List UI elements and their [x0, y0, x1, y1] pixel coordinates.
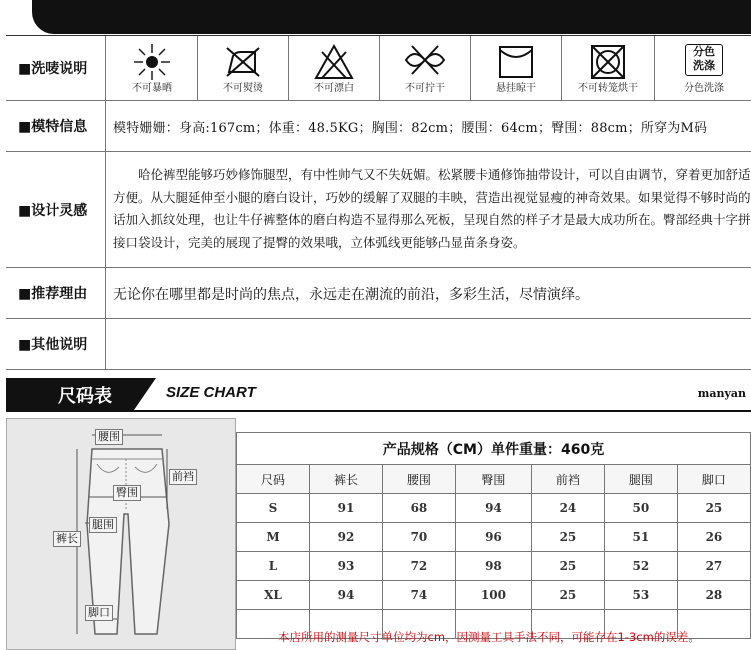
no-sun-icon: 不可暴晒: [107, 36, 198, 100]
model-label: ■模特信息: [6, 101, 106, 151]
reason-row: [6, 268, 751, 319]
no-wring-icon: 不可拧干: [380, 36, 471, 100]
top-decorative-bar: [32, 0, 751, 34]
table-row: S 91 68 94 24 50 25: [237, 494, 751, 523]
size-chart-title-cn: 尺码表: [58, 386, 112, 407]
hang-dry-icon: 悬挂晾干: [471, 36, 562, 100]
no-tumble-dry-icon: 不可转笼烘干: [562, 36, 655, 100]
pants-label-length: 裤长: [53, 531, 81, 547]
pants-label-waist: 腰围: [95, 429, 123, 445]
other-label: ■其他说明: [6, 319, 106, 369]
product-info-table: [6, 35, 751, 369]
pants-label-hem: 脚口: [85, 605, 113, 621]
wash-label: ■洗唛说明: [6, 36, 106, 100]
size-table-header: 尺码 裤长 腰围 臀围 前裆 腿围 脚口: [237, 465, 751, 494]
pants-label-front-rise: 前裆: [169, 469, 197, 485]
brand-name: manyan: [697, 387, 746, 400]
size-table: [236, 432, 751, 639]
model-text: 模特姗姗：身高:167cm；体重：48.5KG；胸围：82cm；腰围：64cm；臀围：88cm；所穿为M码: [113, 121, 708, 136]
measurement-note: 本店所用的测量尺寸单位均为cm，因测量工具手法不同，可能存在1-3cm的误差。: [278, 630, 700, 644]
table-row: XL 94 74 100 25 53 28: [237, 581, 751, 610]
table-row: M 92 70 96 25 51 26: [237, 523, 751, 552]
table-row: L 93 72 98 25 52 27: [237, 552, 751, 581]
pants-label-thigh: 腿围: [89, 517, 117, 533]
size-table-title: 产品规格（CM）单件重量：460克: [237, 433, 751, 465]
size-chart-title-en: SIZE CHART: [166, 384, 256, 401]
wash-icons: [107, 36, 751, 100]
separate-wash-icon: 分色 洗涤 分色洗涤: [684, 45, 724, 94]
reason-label: ■推荐理由: [6, 268, 106, 318]
no-iron-icon: 不可熨烫: [198, 36, 289, 100]
design-label: ■设计灵感: [6, 152, 106, 267]
design-row: [6, 152, 751, 268]
no-bleach-icon: 不可漂白: [289, 36, 380, 100]
design-text: 哈伦裤型能够巧妙修饰腿型，有中性帅气又不失妩媚。松紧腰卡通修饰抽带设计，可以自由调节，穿着更加舒适方便。从大腿延伸至小腿的磨白设计，巧妙的缓解了双腿的丰映，营造出视觉显瘦的神奇效果。如果觉得不够时尚的话加入抓纹处理，也让牛仔裤整体的磨白构造不显得那么死板，呈现自然的样子才是最大成功所在。臀部经典十字拼接口袋设计，完美的展现了提臀的效果哦，立体弧线更能够凸显苗条身姿。: [113, 167, 751, 250]
size-chart-banner: [6, 378, 751, 412]
pants-label-hip: 臀围: [113, 485, 141, 501]
reason-text: 无论你在哪里都是时尚的焦点，永远走在潮流的前沿，多彩生活，尽情演绎。: [113, 287, 589, 303]
model-row: [6, 101, 751, 152]
pants-diagram: [6, 418, 236, 650]
wash-row: [6, 36, 751, 101]
other-row: [6, 319, 751, 370]
